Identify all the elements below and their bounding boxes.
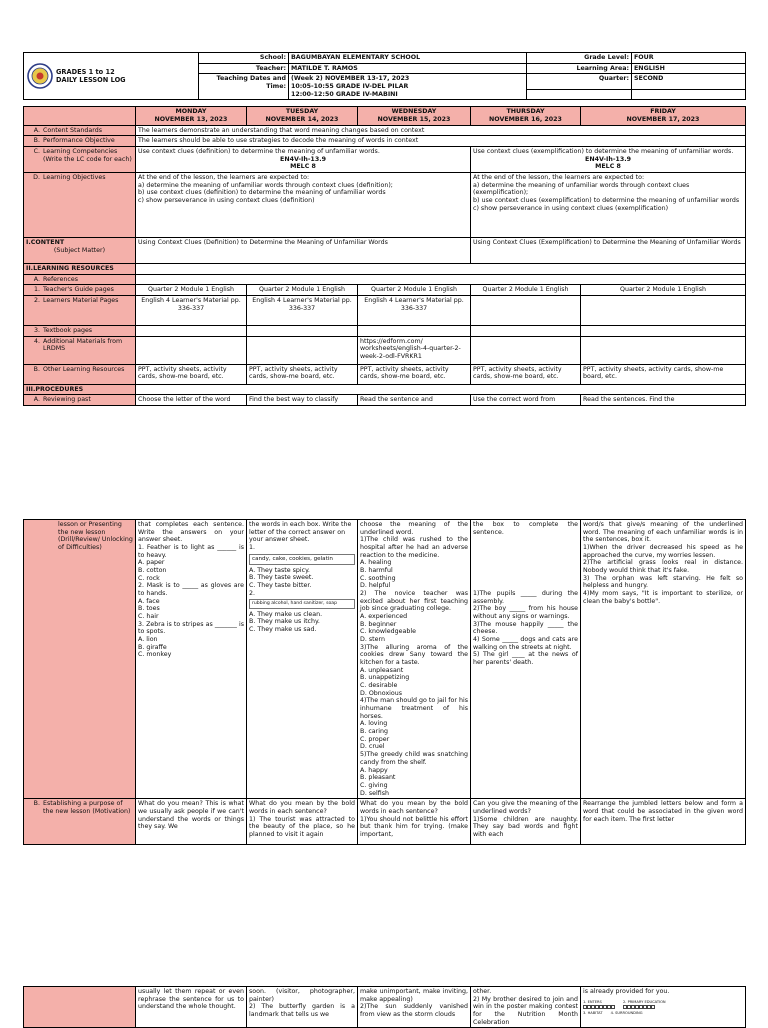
quarter-value: SECOND <box>632 74 746 90</box>
school-label: School: <box>199 53 289 64</box>
learning-objectives-row: D. Learning Objectives At the end of the lesson, the learners are expected to: a) determine the meaning of unfamiliar words through context clues (definition); b) use context clues (definition) to determine the meaning of unfamiliar words c) show perseverance in using context clues (definition) At the end of the lesson, the learners are expected to: a) determine the meaning of unfamiliar words through context clues (exemplification); b) use context clues (exemplification) to determine the meaning of unfamiliar words c) show perseverance in using context clues (exemplification) <box>24 173 746 238</box>
grade-value: FOUR <box>632 53 746 64</box>
content-standards-text: The learners demonstrate an understanding that word meaning changes based on context <box>136 125 746 136</box>
textbook-row: 3. Textbook pages <box>24 326 746 337</box>
grid-item-2: 2. PRIMARY EDUCATION <box>623 1000 666 1009</box>
quarter-label: Quarter: <box>527 74 632 90</box>
grid-item-3: 3. HABITAT <box>583 1011 603 1016</box>
header-title-line1: GRADES 1 to 12 <box>56 68 115 77</box>
deped-seal-icon <box>27 63 53 89</box>
teacher-value: MATILDE T. RAMOS <box>289 63 527 74</box>
additional-materials-row: 4. Additional Materials from LRDMS https://edform.com/ worksheets/english-4-quarter-2-week-2-odl-FVRKR1 <box>24 336 746 364</box>
motivation-thursday: Can you give the meaning of the underlined words? 1)Some children are naughty. They say bad words and fight with each <box>471 799 581 845</box>
word-box-2: rubbing alcohol, hand sanitizer, soap <box>249 599 355 609</box>
additional-materials-link[interactable]: https://edform.com/ worksheets/english-4-quarter-2-week-2-odl-FVRKR1 <box>358 336 471 364</box>
performance-objective-row: B. Performance Objective The learners should be able to use strategies to decode the meaning of words in context <box>24 136 746 147</box>
review-thursday: the box to complete the sentence. 1)The pupils _____ during the assembly. 2)The boy _____ from his house without any signs or warnings. 3)The mouse happily _____ the cheese. 4) Some _____ dogs and cats are walking on the streets at night. 5) The girl ____ at the news of her parents' death. <box>471 520 581 799</box>
dates-label-cell <box>199 74 289 100</box>
dates-label: Teaching Dates and <box>216 75 286 83</box>
references-row: A. References <box>24 274 746 285</box>
motivation-label: Establishing a purpose of the new lesson (Motivation) <box>43 800 131 815</box>
reviewing-row-start: A. Reviewing past Choose the letter of the word Find the best way to classify Read the sentence and Use the correct word from Read the sentences. Find the <box>24 395 746 406</box>
reviewing-row <box>24 520 746 799</box>
day-friday: FRIDAY NOVEMBER 17, 2023 <box>581 107 746 125</box>
header-title-cell <box>24 53 199 100</box>
competency-definition: Use context clues (definition) to determine the meaning of unfamiliar words. EN4V-Ih-13.9 MELC 8 <box>136 147 471 173</box>
dates-value: (Week 2) NOVEMBER 13-17, 2023 <box>291 75 410 83</box>
motivation-row: B. Establishing a purpose of the new lesson (Motivation) What do you mean? This is what we usually ask people if we can't understand the words or things they say. We What do you mean by the bold words in each sentence? 1) The tourist was attracted to the beauty of the place, so he planned to visit it again What do you mean by the bold words in each sentence? 1)You should not belittle his effort but thank him for trying. (make important, Can you give the meaning of the underlined words? 1)Some children are naughty. They say bad words and fight with each Rearrange the jumbled letters below and form a word that could be associated in the given word for each item. The first letter <box>24 799 746 845</box>
lesson-log-table <box>23 106 746 406</box>
content-standards-row: A. Content Standards The learners demonstrate an understanding that word meaning changes based on context <box>24 125 746 136</box>
motivation-friday: Rearrange the jumbled letters below and form a word that could be associated in the given word for each item. The first letter <box>581 799 746 845</box>
header-title-line2: DAILY LESSON LOG <box>56 76 126 85</box>
procedures-header-row: III.PROCEDURES <box>24 384 746 395</box>
time-value-1: 10:05-10:55 GRADE IV-DEL PILAR <box>291 83 409 91</box>
objectives-exemplification: At the end of the lesson, the learners are expected to: a) determine the meaning of unfamiliar words through context clues (exemplification); b) use context clues (exemplification) to determine the meaning of unfamiliar words c) show perseverance in using context clues (exemplification) <box>471 173 746 238</box>
grid-item-1: 1. ENTERS <box>583 1000 615 1009</box>
day-wednesday: WEDNESDAY NOVEMBER 15, 2023 <box>358 107 471 125</box>
day-tuesday: TUESDAY NOVEMBER 14, 2023 <box>247 107 358 125</box>
grade-label: Grade Level: <box>527 53 632 64</box>
lesson-log-page-3 <box>23 986 745 1028</box>
competency-exemplification: Use context clues (exemplification) to determine the meaning of unfamiliar words. EN4V-Ih-13.9 MELC 8 <box>471 147 746 173</box>
header-table <box>23 52 746 100</box>
lesson-log-page-2 <box>23 519 745 845</box>
content-exemplification: Using Context Clues (Exemplification) to Determine the Meaning of Unfamiliar Words <box>471 238 746 264</box>
teacher-label: Teacher: <box>199 63 289 74</box>
procedures-table-continued <box>23 986 746 1028</box>
review-tuesday: the words in each box. Write the letter of the correct answer on your answer sheet. 1. candy, cake, cookies, gelatin A. They taste spicy. B. They taste sweet. C. They taste bitter. 2. rubbing alcohol, hand sanitizer, soap A. They make us clean. B. They make us itchy. C. They make us sad. <box>247 520 358 799</box>
time-value-2: 12:00-12:50 GRADE IV-MABINI <box>291 90 398 98</box>
content-definition: Using Context Clues (Definition) to Determine the Meaning of Unfamiliar Words <box>136 238 471 264</box>
teachers-guide-row: 1. Teacher's Guide pages Quarter 2 Module 1 English Quarter 2 Module 1 English Quarter 2 Module 1 English Quarter 2 Module 1 English Quarter 2 Module 1 English <box>24 285 746 296</box>
procedures-table <box>23 519 746 845</box>
learners-material-row: 2. Learners Material Pages English 4 Learner's Material pp. 336-337 English 4 Learner's Material pp. 336-337 English 4 Learner's Material pp. 336-337 <box>24 296 746 326</box>
word-box-1: candy, cake, cookies, gelatin <box>249 554 355 565</box>
learning-competencies-row: C. Learning Competencies (Write the LC code for each) Use context clues (definition) to determine the meaning of unfamiliar words. EN4V-Ih-13.9 MELC 8 Use context clues (exemplification) to determine the meaning of unfamiliar words. EN4V-Ih-13.9 MELC 8 <box>24 147 746 173</box>
review-friday: word/s that give/s meaning of the underlined word. The meaning of each unfamiliar words is in the sentences, box it. 1)When the driver decreased his speed as he approached the curve, my worries lessen. 2)The artificial grass looks real in distance. Nobody would think that it's fake. 3) The orphan was left starving. He felt so helpless and hungry. 4)My mom says, "It is important to sterilize, or clean the baby's bottle". <box>581 520 746 799</box>
resources-header-row: II.LEARNING RESOURCES <box>24 264 746 275</box>
performance-objective-text: The learners should be able to use strategies to decode the meaning of words in context <box>136 136 746 147</box>
time-label: Time: <box>266 83 286 91</box>
grid-item-4: 4. SURROUNDING <box>610 1011 643 1016</box>
dates-value-cell <box>289 74 527 100</box>
day-header-row <box>24 107 746 125</box>
motivation-tuesday: What do you mean by the bold words in each sentence? 1) The tourist was attracted to the beauty of the place, so he planned to visit it again <box>247 799 358 845</box>
reviewing-label: lesson or Presenting the new lesson (Drill/Review/ Unlocking of Difficulties) <box>24 520 136 799</box>
lesson-log-page-1 <box>23 52 745 406</box>
day-monday: MONDAY NOVEMBER 13, 2023 <box>136 107 247 125</box>
area-label: Learning Area: <box>527 63 632 74</box>
objectives-definition: At the end of the lesson, the learners are expected to: a) determine the meaning of unfamiliar words through context clues (definition); b) use context clues (definition) to determine the meaning of unfamiliar words c) show perseverance in using context clues (definition) <box>136 173 471 238</box>
school-value: BAGUMBAYAN ELEMENTARY SCHOOL <box>289 53 527 64</box>
area-value: ENGLISH <box>632 63 746 74</box>
motivation-wednesday: What do you mean by the bold words in each sentence? 1)You should not belittle his effort but thank him for trying. (make important, <box>358 799 471 845</box>
content-row: I.CONTENT (Subject Matter) Using Context Clues (Definition) to Determine the Meaning of Unfamiliar Words Using Context Clues (Exemplification) to Determine the Meaning of Unfamiliar Words <box>24 238 746 264</box>
review-wednesday: choose the meaning of the underlined word. 1)The child was rushed to the hospital after he had an adverse reaction to the medicine. A. healing B. harmful C. soothing D. helpful 2) The novice teacher was excited about her first teaching job since graduating college. A. experienced B. beginner C. knowledgeable D. stern 3)The alluring aroma of the cookies drew Sany toward the kitchen for a taste. A. unpleasant B. unappetizing C. desirable D. Obnoxious 4)The man should go to jail for his inhumane treatment of his horses. A. loving B. caring C. proper D. cruel 5)The greedy child was snatching candy from the shelf. A. happy B. pleasant C. giving D. selfish <box>358 520 471 799</box>
motivation-row-continued: usually let them repeat or even rephrase the sentence for us to understand the whole thought. soon. (visitor, photographer, painter) 2) The butterfly garden is a landmark that tells us we make unimportant, make inviting, make appealing) 2)The sun suddenly vanished from view as the storm clouds other. 2) My brother desired to join and win in the poster making contest for the Nutrition Month Celebration is already provided for you. 1. ENTERS 2. PRIMARY EDUCATION 3. HABITAT 4. SURROUNDING <box>24 987 746 1028</box>
jumbled-letters-grid <box>583 1000 743 1009</box>
day-thursday: THURSDAY NOVEMBER 16, 2023 <box>471 107 581 125</box>
other-resources-row: B. Other Learning Resources PPT, activity sheets, activity cards, show-me board, etc. PPT, activity sheets, activity cards, show-me board, etc. PPT, activity sheets, activity cards, show-me board, etc. PPT, activity sheets, activity cards, show-me board, etc. PPT, activity sheets, activity cards, show-me board, etc. <box>24 364 746 384</box>
motivation-monday: What do you mean? This is what we usually ask people if we can't understand the words or things they say. We <box>136 799 247 845</box>
review-monday: that completes each sentence. Write the answers on your answer sheet. 1. Feather is to light as ______ is to heavy. A. paper B. cotton C. rock 2. Mask is to _____ as gloves are to hands. A. face B. toes C. hair 3. Zebra is to stripes as _______ is to spots. A. lion B. giraffe C. monkey <box>136 520 247 799</box>
